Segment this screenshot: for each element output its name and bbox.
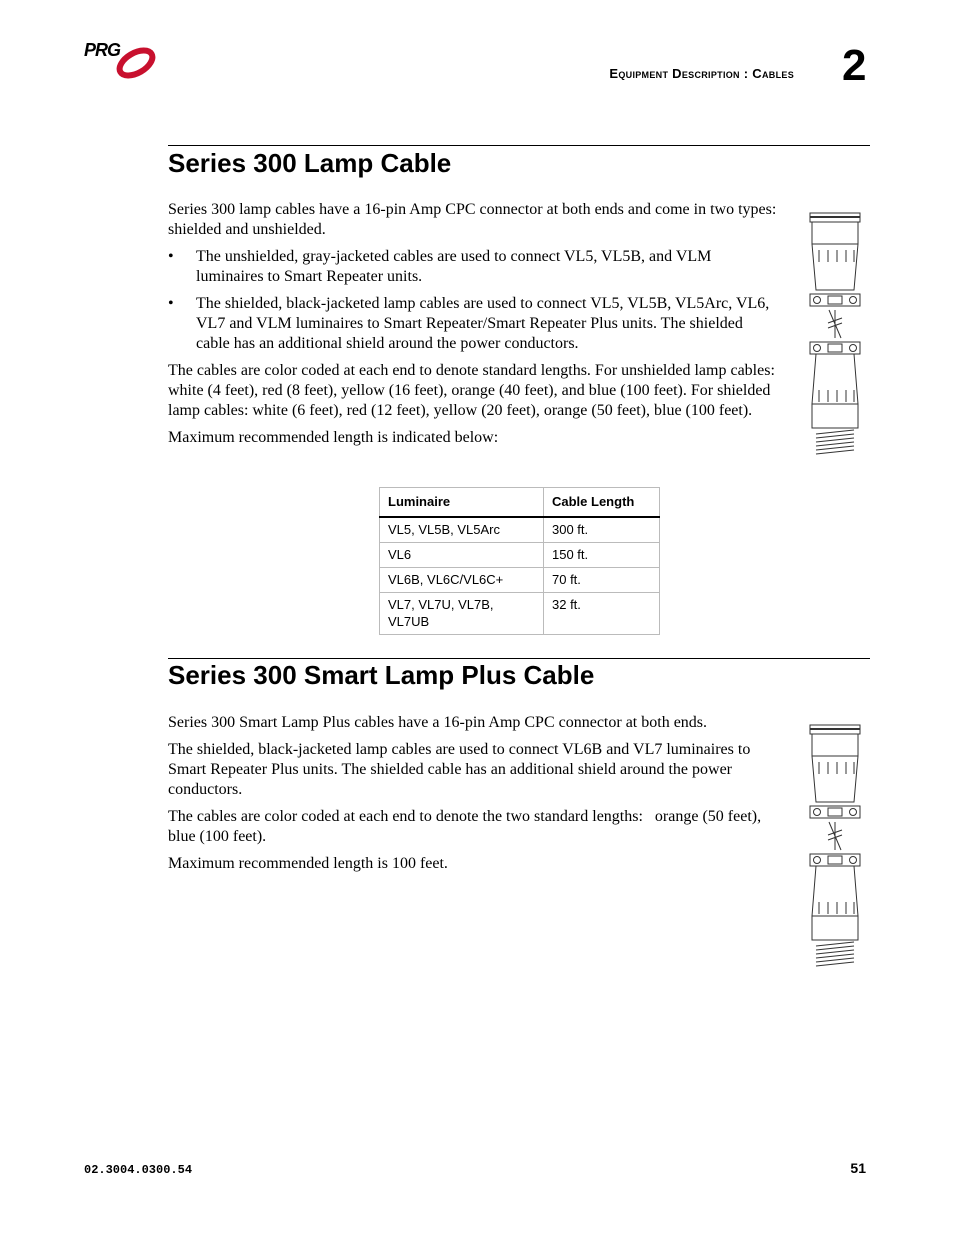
table-cell: VL7, VL7U, VL7B, VL7UB [380, 593, 544, 635]
paragraph: The shielded, black-jacketed lamp cables are used to connect VL6B and VL7 luminaires to Smart Repeater Plus units. The shielded cable has an additional shield around the power conductors. [168, 741, 751, 798]
color-coding-paragraph: The cables are color coded at each end to denote standard lengths. For unshielded lamp cables: white (4 feet), red (8 feet), yellow (16 feet), orange (40 feet), and blue (100 feet). For shielded lamp cables: white (6 feet), red (12 feet), yellow (20 feet), orange (50 feet), blue (100 feet). [168, 362, 775, 419]
bullet-icon: • [168, 295, 174, 312]
cable-connector-icon [806, 210, 864, 456]
table-cell: 32 ft. [544, 593, 660, 635]
table-row [380, 517, 660, 543]
max-length-note: Maximum recommended length is indicated below: [168, 429, 499, 446]
table-cell: VL6B, VL6C/VL6C+ [380, 568, 544, 593]
section-body-lamp-cable [168, 200, 780, 455]
prg-logo-icon [114, 46, 158, 80]
table-cell: 300 ft. [544, 517, 660, 543]
cable-connector-icon [806, 722, 864, 968]
prg-logo [84, 40, 160, 82]
list-item [168, 247, 780, 287]
section-divider [168, 145, 870, 146]
table-row [380, 593, 660, 635]
cable-type-list [168, 247, 780, 354]
paragraph: Maximum recommended length is 100 feet. [168, 855, 448, 872]
chapter-number: 2 [842, 41, 867, 90]
section-divider [168, 658, 870, 659]
list-item [168, 294, 780, 354]
cable-length-table [379, 487, 660, 635]
paragraph: The cables are color coded at each end to denote the two standard lengths: orange (50 feet), blue (100 feet). [168, 808, 766, 845]
list-item-text: The unshielded, gray-jacketed cables are used to connect VL5, VL5B, and VLM luminaires to Smart Repeater units. [196, 248, 712, 285]
table-cell: 70 ft. [544, 568, 660, 593]
document-number: 02.3004.0300.54 [84, 1163, 193, 1177]
section-title-smart-lamp-plus-cable: Series 300 Smart Lamp Plus Cable [168, 660, 595, 690]
column-header-luminaire: Luminaire [380, 488, 544, 518]
table-row [380, 543, 660, 568]
bullet-icon: • [168, 248, 174, 265]
table-cell: VL5, VL5B, VL5Arc [380, 517, 544, 543]
page-number: 51 [850, 1160, 866, 1176]
list-item-text: The shielded, black-jacketed lamp cables are used to connect VL5, VL5B, VL5Arc, VL6, VL7 and VLM luminaires to Smart Repeater/Smart Repeater Plus units. The shielded cable has an additional shield around the power conductors. [196, 295, 770, 352]
table-cell: 150 ft. [544, 543, 660, 568]
intro-paragraph: Series 300 lamp cables have a 16-pin Amp CPC connector at both ends and come in two types: shielded and unshielded. [168, 201, 777, 238]
brand-name: PRG [84, 40, 121, 60]
table-header-row [380, 488, 660, 518]
running-title: Equipment Description : Cables [609, 66, 794, 81]
section-body-smart-lamp-plus-cable [168, 713, 790, 881]
table-row [380, 568, 660, 593]
paragraph: Series 300 Smart Lamp Plus cables have a 16-pin Amp CPC connector at both ends. [168, 714, 708, 731]
column-header-cable-length: Cable Length [544, 488, 660, 518]
section-title-lamp-cable: Series 300 Lamp Cable [168, 148, 452, 178]
table-cell: VL6 [380, 543, 544, 568]
